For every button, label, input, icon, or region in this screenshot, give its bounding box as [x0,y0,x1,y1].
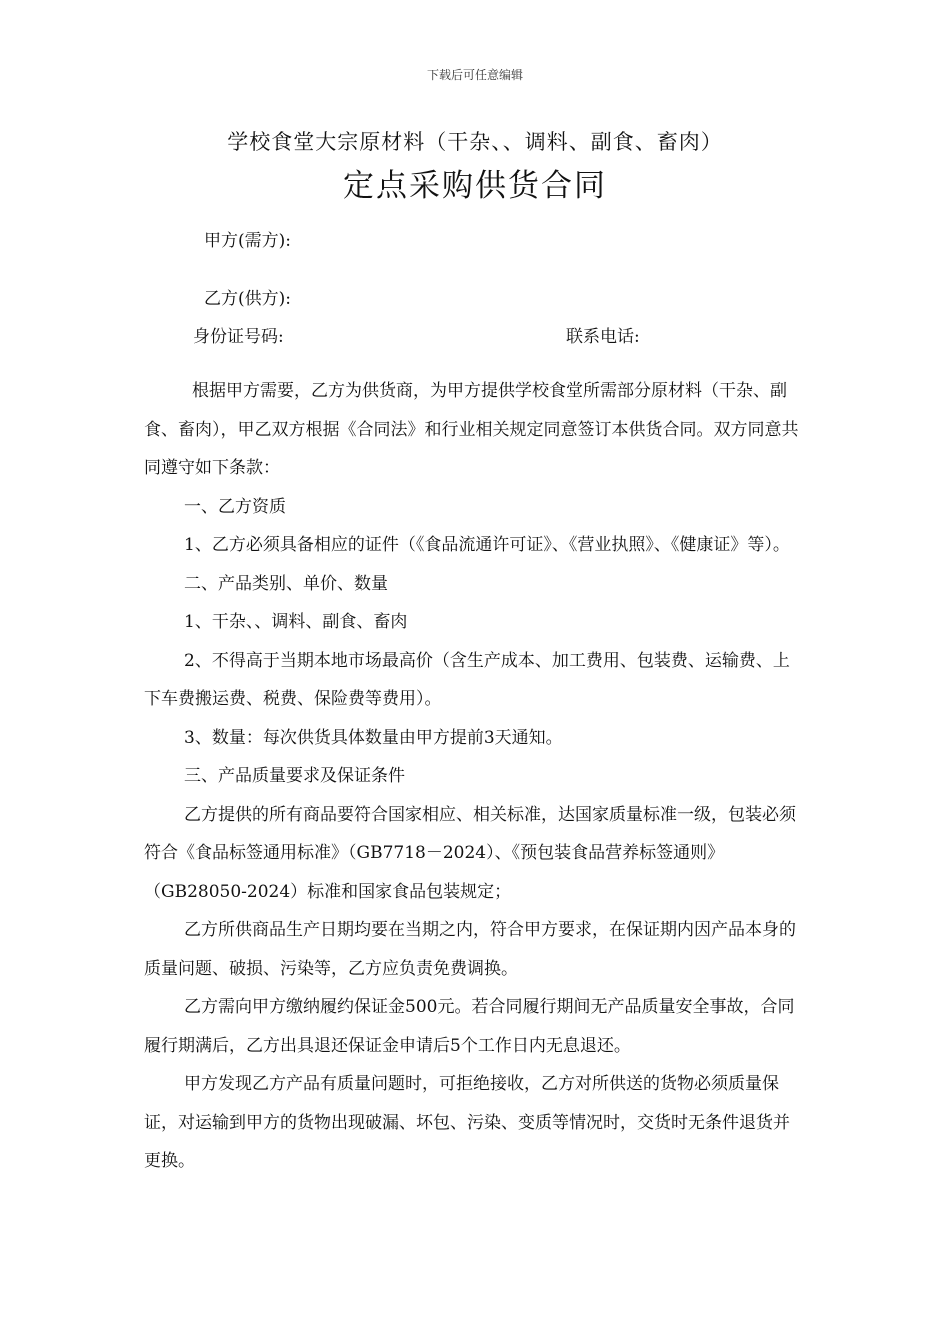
contract-body [144,372,804,1181]
clause-products-2: 2、不得高于当期本地市场最高价（含生产成本、加工费用、包装费、运输费、上下车费搬运费、税费、保险费等费用）。 [144,650,790,709]
document-title: 定点采购供货合同 [343,168,607,204]
section-heading-quality: 三、产品质量要求及保证条件 [184,766,405,786]
clause-quality-dates: 乙方所供商品生产日期均要在当期之内，符合甲方要求，在保证期内因产品本身的质量问题、破损、污染等，乙方应负责免费调换。 [144,920,796,979]
intro-paragraph: 根据甲方需要，乙方为供货商，为甲方提供学校食堂所需部分原材料（干杂、副食、畜肉），甲乙双方根据《合同法》和行业相关规定同意签订本供货合同。双方同意共同遵守如下条款： [144,381,799,478]
clause-quality-rejection: 甲方发现乙方产品有质量问题时，可拒绝接收，乙方对所供送的货物必须质量保证，对运输到甲方的货物出现破漏、坏包、污染、变质等情况时，交货时无条件退货并更换。 [144,1074,790,1171]
clause-quality-deposit: 乙方需向甲方缴纳履约保证金500元。若合同履行期间无产品质量安全事故，合同履行期满后，乙方出具退还保证金申请后5个工作日内无息退还。 [144,997,795,1056]
id-number-label: 身份证号码: [193,327,284,347]
section-heading-qualification: 一、乙方资质 [184,496,286,517]
header-note: 下载后可任意编辑 [426,68,523,82]
clause-products-3: 3、数量：每次供货具体数量由甲方提前3天通知。 [184,727,563,748]
section-heading-products: 二、产品类别、单价、数量 [184,573,388,594]
clause-products-1: 1、干杂、、调料、副食、畜肉 [184,612,408,632]
party-b-label: 乙方(供方): [204,289,291,309]
party-a-label: 甲方(需方): [204,231,291,251]
document-subtitle: 学校食堂大宗原材料（干杂、、调料、副食、畜肉） [227,130,723,154]
phone-label: 联系电话: [566,327,640,347]
clause-quality-standards: 乙方提供的所有商品要符合国家相应、相关标准，达国家质量标准一级，包装必须符合《食品标签通用标准》（GB7718－2024）、《预包装食品营养标签通则》（GB28050-2024）标准和国家食品包装规定； [144,804,796,902]
clause-qualification-1: 1、乙方必须具备相应的证件（《食品流通许可证》、《营业执照》、《健康证》等）。 [184,535,790,555]
